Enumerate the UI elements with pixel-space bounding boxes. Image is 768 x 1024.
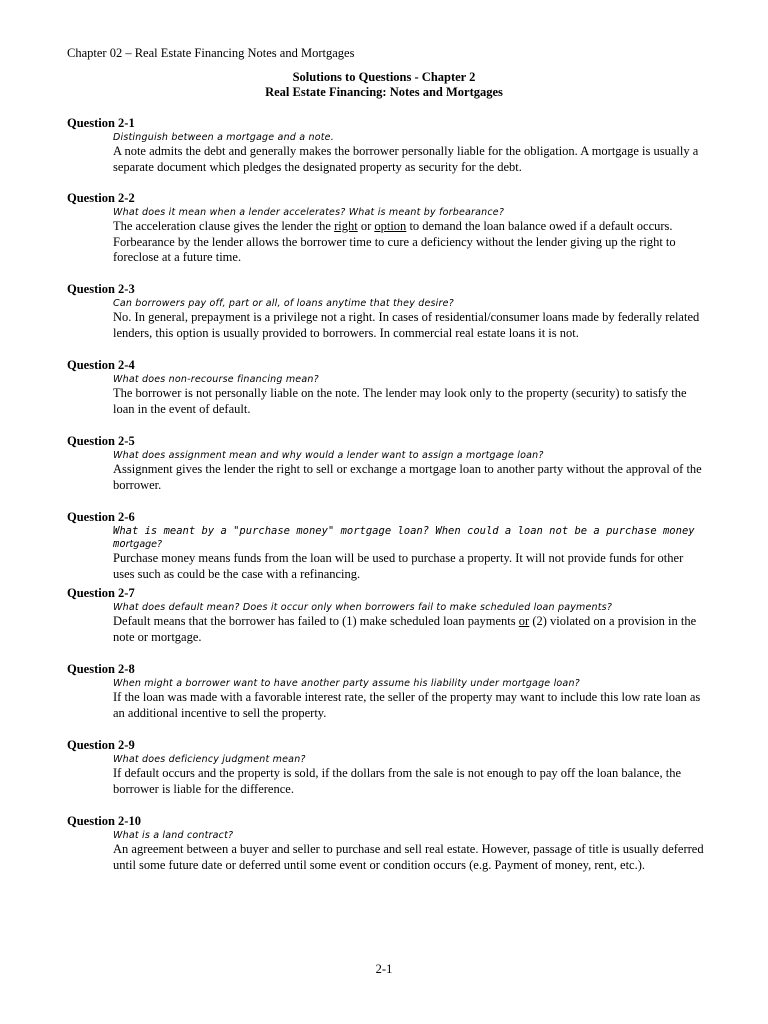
- question-text: Distinguish between a mortgage and a note.: [113, 132, 334, 143]
- document-title: [0, 70, 768, 100]
- answer-part: The acceleration clause gives the lender the: [113, 219, 335, 233]
- underlined-word: right: [334, 219, 358, 233]
- question-text: What does assignment mean and why would a lender want to assign a mortgage loan?: [113, 450, 544, 461]
- answer-text: If default occurs and the property is sold, if the dollars from the sale is not enough to pay off the loan balance, the borrower is liable for the difference.: [113, 766, 682, 796]
- answer-text: [113, 614, 707, 645]
- question-block-2-6: [67, 510, 707, 582]
- question-text-main: What is meant by a "purchase money" mortgage loan? When could a loan not be a purchase money mo: [113, 525, 695, 550]
- title-line-1: Solutions to Questions - Chapter 2: [292, 70, 476, 84]
- title-line-2: Real Estate Financing: Notes and Mortgages: [265, 85, 503, 99]
- question-block-2-9: [67, 738, 707, 797]
- question-block-2-8: [67, 662, 707, 721]
- question-text: What does default mean? Does it occur only when borrowers fail to make scheduled loan payments?: [113, 602, 613, 613]
- question-block-2-2: [67, 191, 707, 266]
- question-label: Question 2-2: [67, 191, 135, 205]
- question-block-2-10: [67, 814, 707, 873]
- answer-part: Default means that the borrower has failed to (1) make scheduled loan payments: [113, 614, 519, 628]
- question-label: Question 2-3: [67, 282, 135, 296]
- question-label: Question 2-10: [67, 814, 141, 828]
- question-text-tail: rtgage?: [125, 539, 163, 550]
- answer-text: Assignment gives the lender the right to sell or exchange a mortgage loan to another party without the approval of the borrower.: [113, 462, 702, 492]
- question-block-2-4: [67, 358, 707, 417]
- underlined-word: option: [374, 219, 407, 233]
- question-text: What is a land contract?: [113, 830, 234, 841]
- answer-text: If the loan was made with a favorable interest rate, the seller of the property may want to include this low rate loan as an additional incentive to sell the property.: [113, 690, 701, 720]
- question-label: Question 2-7: [67, 586, 135, 600]
- answer-part: (2) violated on a provision in the note or mortgage.: [113, 614, 697, 644]
- page-number: 2-1: [375, 962, 393, 976]
- answer-text: Purchase money means funds from the loan will be used to purchase a property. It will not provide funds for other uses such as could be the case with a refinancing.: [113, 551, 684, 581]
- question-label: Question 2-5: [67, 434, 135, 448]
- question-text: [113, 525, 707, 551]
- answer-part: or: [357, 219, 375, 233]
- question-label: Question 2-1: [67, 116, 135, 130]
- question-text: Can borrowers pay off, part or all, of loans anytime that they desire?: [113, 298, 454, 309]
- answer-text: The borrower is not personally liable on the note. The lender may look only to the property (security) to satisfy the loan in the event of default.: [113, 386, 687, 416]
- running-header: Chapter 02 – Real Estate Financing Notes and Mortgages: [67, 46, 355, 60]
- question-text: When might a borrower want to have another party assume his liability under mortgage loan?: [113, 678, 580, 689]
- question-text: What does it mean when a lender accelerates? What is meant by forbearance?: [113, 207, 505, 218]
- answer-part: to demand the loan balance owed if a default occurs. Forbearance by the lender allows the borrower time to cure a deficiency without the lender giving up the right to foreclose at a future time.: [113, 219, 676, 264]
- question-text: What does deficiency judgment mean?: [113, 754, 306, 765]
- question-block-2-3: [67, 282, 707, 341]
- question-label: Question 2-9: [67, 738, 135, 752]
- underlined-word: or: [518, 614, 530, 628]
- question-block-2-5: [67, 434, 707, 493]
- question-text: What does non-recourse financing mean?: [113, 374, 319, 385]
- answer-text: No. In general, prepayment is a privilege not a right. In cases of residential/consumer loans made by federally related lenders, this option is usually provided to borrowers. In commercial real estate loans it is not.: [113, 310, 700, 340]
- question-label: Question 2-8: [67, 662, 135, 676]
- question-label: Question 2-6: [67, 510, 135, 524]
- answer-text: [113, 219, 707, 266]
- answer-text: An agreement between a buyer and seller to purchase and sell real estate. However, passage of title is usually deferred until some future date or deferred until some event or condition occurs (e.g. Payment of money, rent, etc.).: [113, 842, 704, 872]
- question-block-2-7: [67, 586, 707, 645]
- question-block-2-1: [67, 116, 707, 175]
- answer-text: A note admits the debt and generally makes the borrower personally liable for the obligation. A mortgage is usually a separate document which pledges the designated property as security for the debt.: [113, 144, 699, 174]
- question-label: Question 2-4: [67, 358, 135, 372]
